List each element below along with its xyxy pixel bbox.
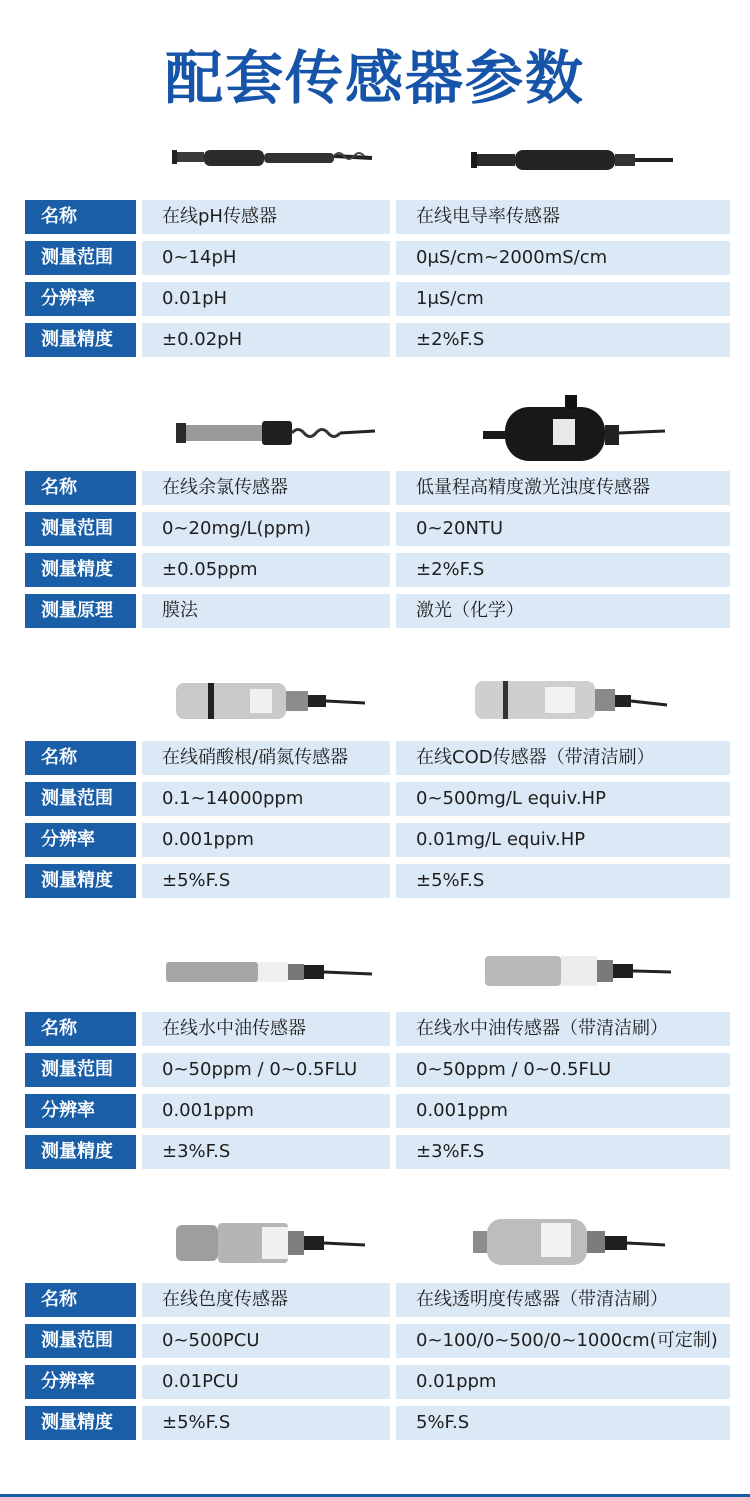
sensor-section-2 [0, 391, 750, 661]
right-value: ±3%F.S [396, 1135, 730, 1169]
left-value: 在线pH传感器 [142, 200, 390, 234]
row-label: 测量范围 [25, 782, 136, 816]
left-value: 0.01PCU [142, 1365, 390, 1399]
row-label: 分辨率 [25, 282, 136, 316]
row-label: 测量精度 [25, 553, 136, 587]
left-value: 在线硝酸根/硝氮传感器 [142, 741, 390, 775]
row-label: 测量范围 [25, 512, 136, 546]
sensor-spec-row [25, 1365, 730, 1399]
left-value: 0~14pH [142, 241, 390, 275]
page-title: 配套传感器参数 [164, 44, 585, 112]
left-value: 0.001ppm [142, 1094, 390, 1128]
left-value: 在线水中油传感器 [142, 1012, 390, 1046]
right-value: 0~500mg/L equiv.HP [396, 782, 730, 816]
sensor-section-3 [0, 661, 750, 931]
sensor-section-1 [0, 120, 750, 390]
cod-sensor-image [445, 661, 705, 741]
right-value: 低量程高精度激光浊度传感器 [396, 471, 730, 505]
row-label: 测量精度 [25, 1406, 136, 1440]
right-value: 0~100/0~500/0~1000cm(可定制) [396, 1324, 730, 1358]
left-value: ±0.02pH [142, 323, 390, 357]
right-value: 1μS/cm [396, 282, 730, 316]
right-value: ±2%F.S [396, 553, 730, 587]
right-value: 在线COD传感器（带清洁刷） [396, 741, 730, 775]
turbidity-sensor-image [445, 391, 705, 471]
row-label: 测量精度 [25, 864, 136, 898]
oil-in-water-sensor-image [150, 932, 410, 1012]
right-value: 0.01ppm [396, 1365, 730, 1399]
right-value: 0.01mg/L equiv.HP [396, 823, 730, 857]
right-value: 0~50ppm / 0~0.5FLU [396, 1053, 730, 1087]
sensor-spec-row [25, 553, 730, 587]
left-value: ±0.05ppm [142, 553, 390, 587]
conductivity-sensor-image [445, 120, 705, 200]
sensor-section-5 [0, 1203, 750, 1473]
sensor-spec-row [25, 823, 730, 857]
ph-sensor-image [150, 120, 410, 200]
row-label: 测量原理 [25, 594, 136, 628]
row-label: 分辨率 [25, 823, 136, 857]
row-label: 测量精度 [25, 323, 136, 357]
row-label: 名称 [25, 1283, 136, 1317]
row-label: 分辨率 [25, 1094, 136, 1128]
sensor-spec-row [25, 241, 730, 275]
residual-chlorine-sensor-image [150, 391, 410, 471]
left-value: 0~20mg/L(ppm) [142, 512, 390, 546]
left-value: 0.001ppm [142, 823, 390, 857]
sensor-spec-row [25, 323, 730, 357]
transparency-sensor-image [445, 1203, 705, 1283]
row-label: 分辨率 [25, 1365, 136, 1399]
left-value: ±3%F.S [142, 1135, 390, 1169]
sensor-section-4 [0, 932, 750, 1202]
sensor-spec-row [25, 1324, 730, 1358]
sensor-spec-row [25, 782, 730, 816]
right-value: 在线水中油传感器（带清洁刷） [396, 1012, 730, 1046]
sensor-spec-row [25, 594, 730, 628]
right-value: 在线透明度传感器（带清洁刷） [396, 1283, 730, 1317]
sensor-spec-row [25, 282, 730, 316]
right-value: 激光（化学） [396, 594, 730, 628]
right-value: 5%F.S [396, 1406, 730, 1440]
row-label: 名称 [25, 741, 136, 775]
left-value: 在线余氯传感器 [142, 471, 390, 505]
left-value: 0~500PCU [142, 1324, 390, 1358]
sensor-spec-row [25, 1053, 730, 1087]
row-label: 名称 [25, 200, 136, 234]
left-value: 0.1~14000ppm [142, 782, 390, 816]
sensor-spec-row [25, 1283, 730, 1317]
row-label: 测量精度 [25, 1135, 136, 1169]
right-value: 0~20NTU [396, 512, 730, 546]
right-value: 在线电导率传感器 [396, 200, 730, 234]
row-label: 测量范围 [25, 1324, 136, 1358]
left-value: 0~50ppm / 0~0.5FLU [142, 1053, 390, 1087]
sensor-spec-row [25, 1094, 730, 1128]
sensor-spec-row [25, 864, 730, 898]
right-value: ±2%F.S [396, 323, 730, 357]
left-value: ±5%F.S [142, 1406, 390, 1440]
nitrate-sensor-image [150, 661, 410, 741]
left-value: 0.01pH [142, 282, 390, 316]
row-label: 名称 [25, 1012, 136, 1046]
sensor-spec-row [25, 471, 730, 505]
right-value: 0.001ppm [396, 1094, 730, 1128]
row-label: 名称 [25, 471, 136, 505]
sensor-spec-row [25, 741, 730, 775]
left-value: 在线色度传感器 [142, 1283, 390, 1317]
oil-in-water-brush-sensor-image [445, 932, 705, 1012]
sensor-spec-row [25, 512, 730, 546]
color-sensor-image [150, 1203, 410, 1283]
sensor-spec-row [25, 1012, 730, 1046]
sensor-spec-row [25, 1406, 730, 1440]
row-label: 测量范围 [25, 1053, 136, 1087]
sensor-spec-row [25, 200, 730, 234]
row-label: 测量范围 [25, 241, 136, 275]
left-value: 膜法 [142, 594, 390, 628]
left-value: ±5%F.S [142, 864, 390, 898]
right-value: 0μS/cm~2000mS/cm [396, 241, 730, 275]
sensor-spec-row [25, 1135, 730, 1169]
right-value: ±5%F.S [396, 864, 730, 898]
